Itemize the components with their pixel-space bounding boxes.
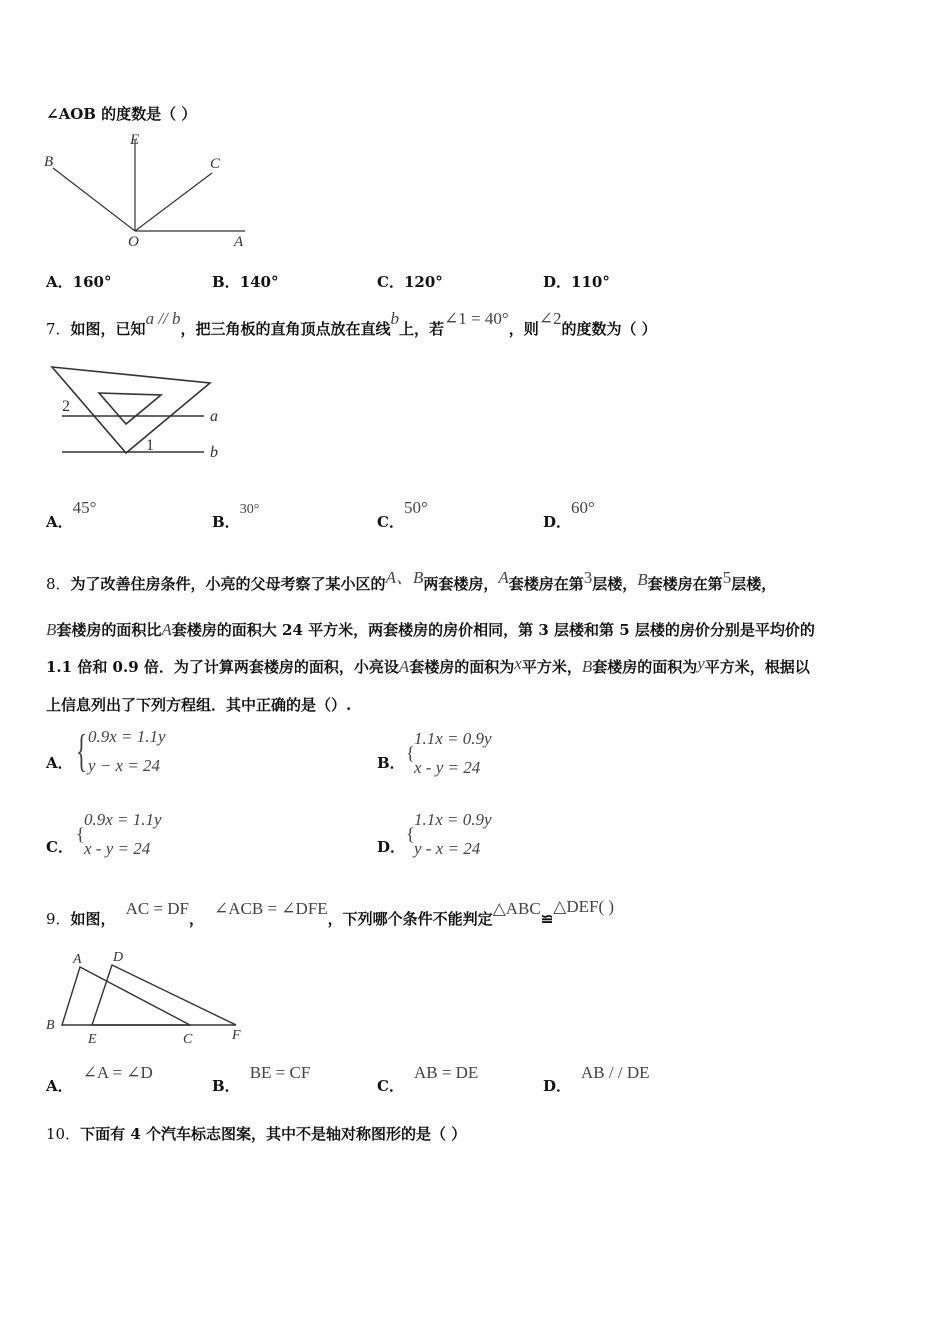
q8-option-c-label: C． [46,838,73,856]
q9-stem: 9．如图，AC = DF，∠ACB = ∠DFE，下列哪个条件不能判定△ABC≌△DEF( ) [46,897,615,928]
q9-label-E: E [88,1032,97,1047]
q6-label-A: A [234,234,244,250]
q6-label-B: B [44,154,54,170]
q6-option-c: C．120° [377,273,443,291]
q6-option-b: B．140° [212,273,279,291]
q6-label-E: E [130,132,140,148]
q9-label-D: D [113,950,124,965]
q7-stem: 7．如图，已知a // b，把三角板的直角顶点放在直线b上，若∠1 = 40°，则∠2的度数为（ ） [46,309,657,338]
q8-option-d-label: D． [377,838,406,856]
q9-label-F: F [232,1028,241,1043]
q9-option-b: B．BE = CF [212,1063,311,1095]
q6-label-C: C [210,156,221,172]
q7-label-2: 2 [62,398,70,415]
q8-option-a-label: A． [46,754,73,772]
q8-option-a-system: { 0.9x = 1.1y y − x = 24 [76,725,166,776]
q8-line-3: 1.1 倍和 0.9 倍．为了计算两套楼房的面积，小亮设A套楼房的面积为x平方米，B套楼房的面积为y平方米，根据以 [46,654,810,676]
q8-line-4: 上信息列出了下列方程组．其中正确的是（）. [46,696,352,714]
q8-option-b-system: { 1.1x = 0.9y x - y = 24 [406,729,492,777]
q10-stem: 10．下面有 4 个汽车标志图案，其中不是轴对称图形的是（ ） [46,1125,467,1143]
q9-option-d: D．AB / / DE [543,1063,650,1095]
q8-option-d-system: { 1.1x = 0.9y y - x = 24 [406,810,492,858]
q7-label-b: b [210,444,218,461]
q7-option-a: A．45° [46,498,97,531]
q8-line-1: 8．为了改善住房条件，小亮的父母考察了某小区的A、B两套楼房，A套楼房在第3层楼，B套楼房在第5层楼， [46,568,777,593]
q6-figure [40,128,255,253]
q7-label-1: 1 [146,437,154,454]
q7-option-c: C．50° [377,498,428,531]
q9-option-a: A．∠A = ∠D [46,1063,153,1095]
q9-label-A: A [73,952,82,967]
q9-option-c: C．AB = DE [377,1063,479,1095]
q7-option-b: B．30° [212,502,260,531]
q8-option-c-system: { 0.9x = 1.1y x - y = 24 [76,810,162,858]
q7-label-a: a [210,408,218,425]
q6-option-a: A．160° [46,273,112,291]
q8-option-b-label: B． [377,754,405,772]
q7-option-d: D．60° [543,498,595,531]
q6-stem: ∠AOB 的度数是（ ） [46,105,197,123]
q8-line-2: B套楼房的面积比A套楼房的面积大 24 平方米，两套楼房的房价相同，第 3 层楼和第 5 层楼的房价分别是平均价的 [46,620,815,639]
q9-label-C: C [183,1032,193,1047]
q9-label-B: B [46,1018,55,1033]
q7-figure [46,360,236,470]
q9-figure [40,945,255,1050]
q6-option-d: D．110° [543,273,610,291]
q6-label-O: O [128,234,139,250]
